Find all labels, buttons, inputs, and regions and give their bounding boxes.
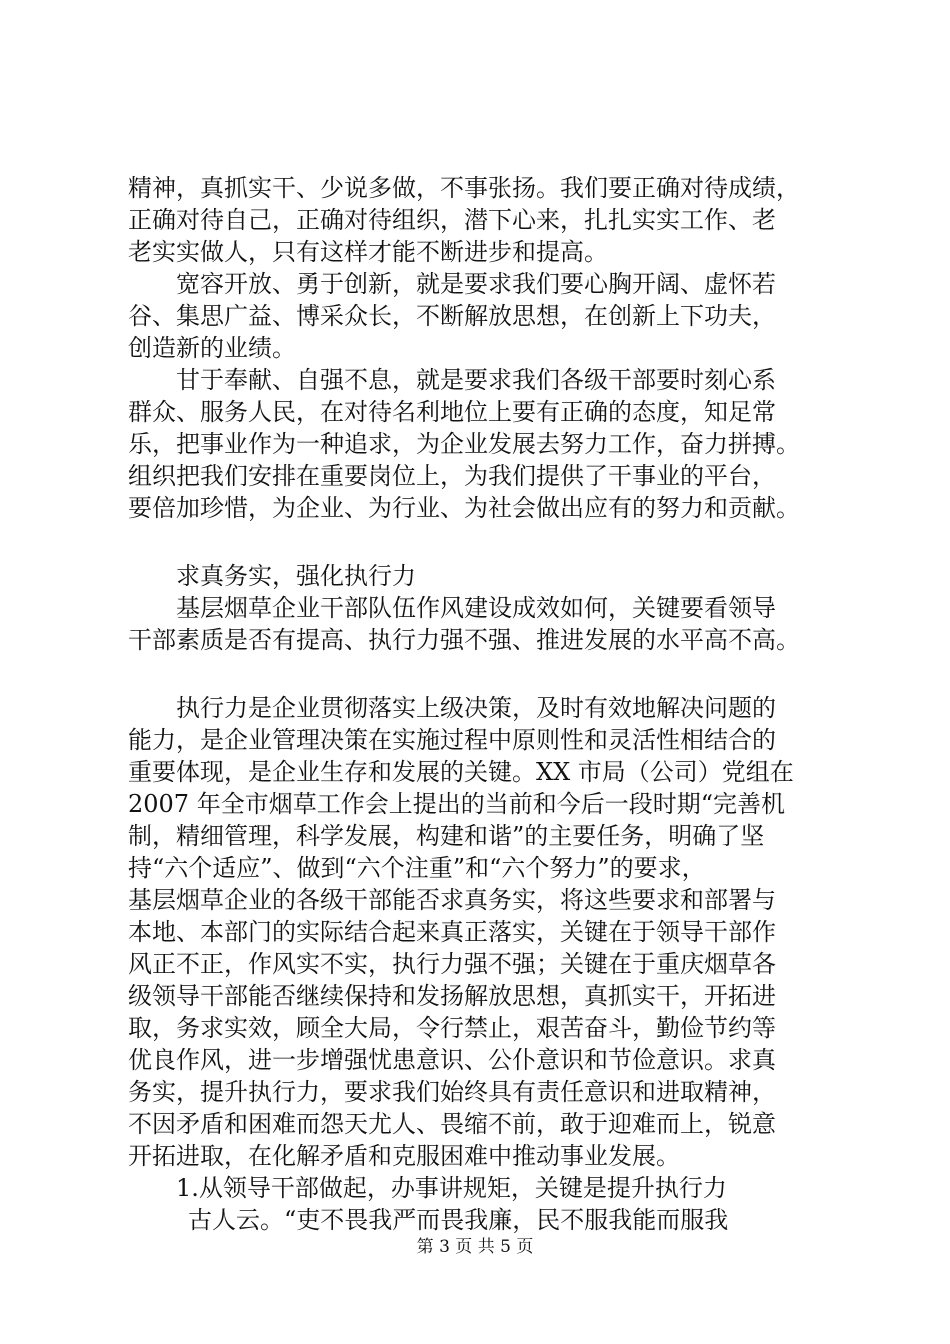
paragraph-3 — [128, 364, 838, 524]
paragraph-6: 古人云。“吏不畏我严而畏我廉，民不服我能而服我 — [188, 1206, 729, 1234]
text-line: 级领导干部能否继续保持和发扬解放思想，真抓实干，开拓进 — [128, 982, 776, 1010]
paragraph-gap — [128, 524, 838, 560]
text-line: 群众、服务人民，在对待名利地位上要有正确的态度，知足常 — [128, 398, 776, 426]
text-line: 重要体现，是企业生存和发展的关键。XX 市局（公司）党组在 — [128, 758, 794, 786]
text-line: 基层烟草企业的各级干部能否求真务实，将这些要求和部署与 — [128, 886, 776, 914]
text-line: 务实，提升执行力，要求我们始终具有责任意识和进取精神， — [128, 1078, 776, 1106]
text-line: 创造新的业绩。 — [128, 334, 296, 362]
text-line: 乐，把事业作为一种追求，为企业发展去努力工作，奋力拼搏。 — [128, 430, 800, 458]
paragraph-1 — [128, 172, 838, 268]
paragraph-5 — [128, 692, 838, 1172]
text-line: 能力，是企业管理决策在实施过程中原则性和灵活性相结合的 — [128, 726, 776, 754]
text-line: 精神，真抓实干、少说多做，不事张扬。我们要正确对待成绩， — [128, 174, 800, 202]
section-heading: 求真务实，强化执行力 — [176, 562, 416, 590]
text-line: 制，精细管理，科学发展，构建和谐”的主要任务，明确了坚 — [128, 822, 765, 850]
text-line: 组织把我们安排在重要岗位上，为我们提供了干事业的平台， — [128, 462, 776, 490]
text-line: 优良作风，进一步增强忧患意识、公仆意识和节俭意识。求真 — [128, 1046, 776, 1074]
text-line: 干部素质是否有提高、执行力强不强、推进发展的水平高不高。 — [128, 626, 800, 654]
paragraph-2 — [128, 268, 838, 364]
text-line: 要倍加珍惜，为企业、为行业、为社会做出应有的努力和贡献。 — [128, 494, 800, 522]
numbered-item: 1.从领导干部做起，办事讲规矩，关键是提升执行力 — [176, 1174, 727, 1202]
text-line: 不因矛盾和困难而怨天尤人、畏缩不前，敢于迎难而上，锐意 — [128, 1110, 776, 1138]
text-line: 取，务求实效，顾全大局，令行禁止，艰苦奋斗，勤俭节约等 — [128, 1014, 776, 1042]
text-line: 执行力是企业贯彻落实上级决策，及时有效地解决问题的 — [176, 694, 776, 722]
text-line: 开拓进取，在化解矛盾和克服困难中推动事业发展。 — [128, 1142, 680, 1170]
text-line: 正确对待自己，正确对待组织，潜下心来，扎扎实实工作、老 — [128, 206, 776, 234]
text-line: 甘于奉献、自强不息，就是要求我们各级干部要时刻心系 — [176, 366, 776, 394]
text-line: 本地、本部门的实际结合起来真正落实，关键在于领导干部作 — [128, 918, 776, 946]
text-line: 老实实做人，只有这样才能不断进步和提高。 — [128, 238, 608, 266]
text-line: 基层烟草企业干部队伍作风建设成效如何，关键要看领导 — [176, 594, 776, 622]
text-line: 谷、集思广益、博采众长，不断解放思想，在创新上下功夫， — [128, 302, 776, 330]
document-body — [128, 172, 838, 1236]
paragraph-gap — [128, 656, 838, 692]
paragraph-4 — [128, 592, 838, 656]
text-line: 风正不正，作风实不实，执行力强不强；关键在于重庆烟草各 — [128, 950, 776, 978]
text-line: 2007 年全市烟草工作会上提出的当前和今后一段时期“完善机 — [128, 790, 785, 818]
page-footer: 第 3 页 共 5 页 — [416, 1237, 534, 1257]
text-line: 宽容开放、勇于创新，就是要求我们要心胸开阔、虚怀若 — [176, 270, 776, 298]
text-line: 持“六个适应”、做到“六个注重”和“六个努力”的要求， — [128, 854, 706, 882]
